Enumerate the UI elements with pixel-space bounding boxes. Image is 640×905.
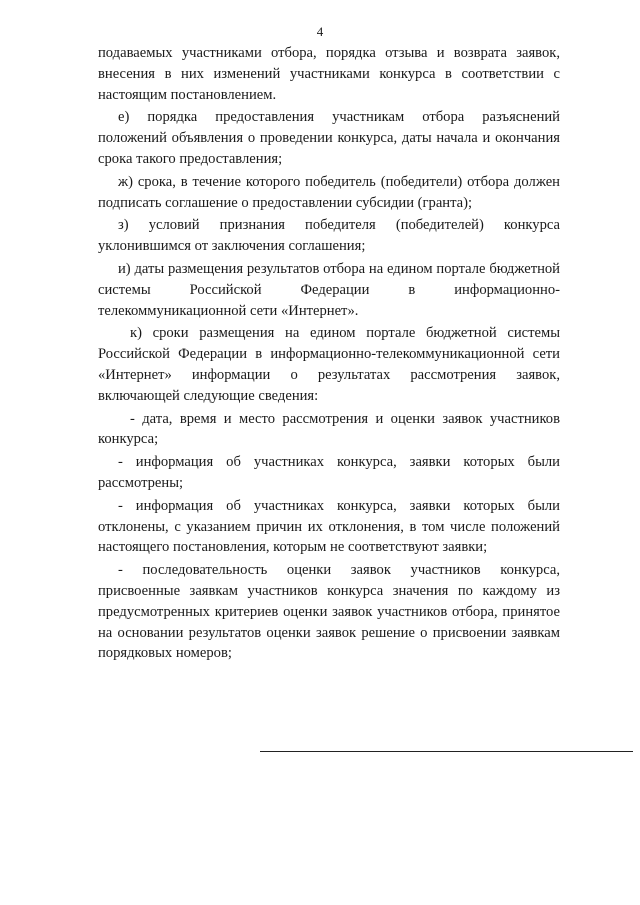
horizontal-divider [260,751,633,752]
paragraph-item-z: з) условий признания победителя (победителей) конкурса уклонившимся от заключения соглашения; [98,217,560,255]
paragraph-item-i: и) даты размещения результатов отбора на едином портале бюджетной системы Российской Федерации в информационно-телекоммуникационной сети «Интернет». [98,260,560,319]
list-item-reviewed-participants: - информация об участниках конкурса, заявки которых были рассмотрены; [98,454,560,491]
list-item-date-time-place: - дата, время и место рассмотрения и оценки заявок участников конкурса; [98,410,560,448]
paragraph-item-zh: ж) срока, в течение которого победитель (победители) отбора должен подписать соглашение о предоставлении субсидии (гранта); [98,173,560,211]
list-item-rejected-participants: - информация об участниках конкурса, заявки которых были отклонены, с указанием причин их отклонения, в том числе положений настоящего постановления, которым не соответствуют заявки; [98,497,560,556]
paragraph-item-k: к) сроки размещения на едином портале бюджетной системы Российской Федерации в информационно-телекоммуникационной сети «Интернет» информации о результатах рассмотрения заявок, включающей следующие сведения: [98,325,560,404]
page-number: 4 [316,24,324,39]
list-item-evaluation-sequence: - последовательность оценки заявок участников конкурса, присвоенные заявкам участников конкурса значения по каждому из предусмотренных критериев оценки заявок участников отбора, принятое на основании результатов оценки заявок решение о присвоении заявкам порядковых номеров; [98,562,560,662]
paragraph-continuation: подаваемых участниками отбора, порядка отзыва и возврата заявок, внесения в них изменений участниками конкурса в соответствии с настоящим постановлением. [98,45,560,103]
paragraph-item-e: е) порядка предоставления участникам отбора разъяснений положений объявления о проведении конкурса, даты начала и окончания срока такого предоставления; [98,109,560,167]
document-body [98,43,560,666]
